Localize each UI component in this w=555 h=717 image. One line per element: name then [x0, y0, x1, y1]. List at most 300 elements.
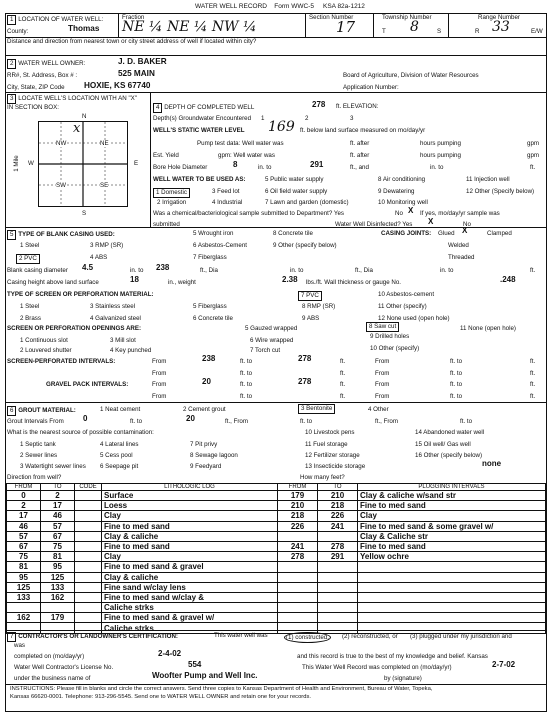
- log-cell: 81: [7, 562, 41, 572]
- use-11: 11 Injection well: [466, 176, 510, 183]
- yield-label: Est. Yield: [153, 152, 179, 159]
- use-10: 10 Monitoring well: [378, 199, 428, 206]
- chem-submitted: submitted: [153, 221, 180, 228]
- bore-to: in. to: [258, 164, 272, 171]
- opening-8-saw-cut[interactable]: 8 Saw cut: [366, 322, 399, 332]
- how-many-feet-label: How many feet?: [300, 474, 345, 481]
- log-cell: Fine to med sand: [358, 541, 546, 551]
- pump-test-label: Pump test data: Well water was: [197, 140, 284, 147]
- log-cell: Caliche strks: [102, 623, 278, 633]
- log-cell: Yellow ochre: [358, 552, 546, 562]
- perf-to-label: ft. to: [240, 358, 253, 365]
- joints-label: CASING JOINTS:: [381, 230, 432, 237]
- township-value: 8: [410, 19, 419, 35]
- gravel-from-4: From: [375, 393, 390, 400]
- perf-from-3: From: [152, 370, 167, 377]
- grout-ftto-2: ft. to: [460, 418, 473, 425]
- opening-9: 9 Drilled holes: [370, 333, 410, 340]
- diameter-value: 4.5: [82, 263, 94, 272]
- pump-gpm: gpm: [527, 140, 540, 147]
- casing-7: 7 Fiberglass: [193, 254, 227, 261]
- log-row: [7, 531, 546, 541]
- log-cell: Clay: [358, 511, 546, 521]
- range-label: Range Number: [478, 14, 520, 21]
- compass-n: N: [82, 113, 87, 120]
- groundwater-1: 1: [261, 115, 265, 122]
- log-cell: 291: [318, 552, 358, 562]
- compass-s: S: [82, 210, 87, 217]
- grout-to-label: ft. to: [130, 418, 143, 425]
- log-cell: Fine to med sand & gravel: [102, 562, 278, 572]
- log-cell: 17: [41, 501, 75, 511]
- bore-to-value: 291: [310, 160, 324, 169]
- log-cell: Fine to med sand w/clay &: [102, 592, 278, 602]
- log-cell: Clay & caliche w/sand str: [358, 491, 546, 501]
- elevation-label: ft. ELEVATION:: [336, 103, 379, 110]
- casing-2-pvc[interactable]: 2 PVC: [16, 254, 40, 264]
- wall-value: .248: [500, 275, 516, 284]
- county-value: Thomas: [68, 24, 100, 33]
- opening-7: 7 Torch cut: [250, 347, 281, 354]
- log-row: [7, 552, 546, 562]
- opening-5: 5 Gauzed wrapped: [245, 325, 298, 332]
- use-4: 4 Industrial: [212, 199, 243, 206]
- log-cell: Fine to med sand: [358, 501, 546, 511]
- diameter-dia-2: ft., Dia: [355, 267, 373, 274]
- screen-9: 9 ABS: [302, 315, 320, 322]
- log-row: [7, 582, 546, 592]
- screen-5: 5 Fiberglass: [193, 303, 227, 310]
- log-cell: [358, 572, 546, 582]
- gravel-from-value: 20: [202, 377, 211, 386]
- grout-label: 6 GROUT MATERIAL:: [7, 406, 76, 416]
- log-cell: 133: [41, 582, 75, 592]
- glued-mark: X: [462, 226, 468, 235]
- diameter-in-to-2: in. to: [440, 267, 454, 274]
- log-cell: [318, 531, 358, 541]
- grout-intervals-label: Grout Intervals From: [7, 418, 64, 425]
- log-cell: Caliche strks: [102, 603, 278, 613]
- gravel-from-label: From: [152, 381, 167, 388]
- perf-from-2: From: [375, 358, 390, 365]
- quadrant-ne: NE: [100, 140, 109, 147]
- contam-8: 8 Sewage lagoon: [190, 452, 238, 459]
- log-cell: 46: [7, 521, 41, 531]
- record-completed-label: This Water Well Record was completed on (mo/day/yr): [302, 664, 452, 671]
- log-cell: Fine to med sand & gravel w/: [102, 613, 278, 623]
- grout-1: 1 Neat cement: [100, 406, 141, 413]
- contamination-value: none: [482, 459, 502, 468]
- log-cell: 57: [41, 521, 75, 531]
- cert-text: This water well was: [214, 632, 268, 639]
- section-1-label: 1 LOCATION OF WATER WELL:: [7, 15, 103, 25]
- log-cell: [75, 541, 102, 551]
- log-cell: [75, 603, 102, 613]
- grout-from-2: ft., From: [225, 418, 249, 425]
- contamination-label: What is the nearest source of possible contamination:: [7, 429, 154, 436]
- weight-label: in., weight: [168, 279, 196, 286]
- quadrant-sw: SW: [56, 182, 66, 189]
- log-cell: Fine to med sand: [102, 521, 278, 531]
- log-cell: Loess: [102, 501, 278, 511]
- form-title: WATER WELL RECORD Form WWC-5 KSA 82a-1212: [195, 3, 365, 10]
- log-cell: 218: [278, 511, 318, 521]
- log-row: [7, 592, 546, 602]
- disinfected-no: No: [463, 221, 471, 228]
- log-cell: [318, 572, 358, 582]
- screen-11: 11 Other (specify): [378, 303, 427, 310]
- height-label: Casing height above land surface: [7, 279, 99, 286]
- contam-13: 13 Insecticide storage: [305, 463, 366, 470]
- cert-option-plugged: (3) plugged under my jurisdiction and: [410, 633, 512, 640]
- perf-ft-1: ft.: [340, 358, 346, 365]
- owner-label: 2 WATER WELL OWNER:: [7, 59, 85, 69]
- screen-12: 12 None used (open hole): [378, 315, 450, 322]
- log-cell: 241: [318, 521, 358, 531]
- perf-intervals-label: SCREEN-PERFORATED INTERVALS:: [7, 358, 116, 365]
- bore-and: ft., and: [350, 164, 369, 171]
- log-cell: [318, 592, 358, 602]
- township-t: T: [382, 28, 386, 35]
- log-cell: Surface: [102, 491, 278, 501]
- opening-10: 10 Other (specify): [370, 345, 420, 352]
- casing-8: 8 Concrete tile: [273, 230, 313, 237]
- quadrant-se: SE: [100, 182, 109, 189]
- address-label: RR#, St. Address, Box # :: [7, 72, 78, 79]
- contam-10: 10 Livestock pens: [305, 429, 355, 436]
- openings-label: SCREEN OR PERFORATION OPENINGS ARE:: [7, 325, 142, 332]
- perf-ft-4: ft.: [530, 370, 536, 377]
- log-cell: [75, 511, 102, 521]
- disinfected-mark: X: [428, 217, 434, 226]
- log-cell: [318, 582, 358, 592]
- grout-3-bentonite[interactable]: 3 Bentonite: [298, 404, 335, 414]
- completed-value: 2-4-02: [158, 649, 182, 658]
- log-cell: Fine to med sand: [102, 541, 278, 551]
- bore-ft: ft.: [530, 164, 536, 171]
- fraction-label: Fraction: [122, 14, 145, 21]
- gravel-ft-3: ft.: [340, 393, 346, 400]
- use-1-domestic[interactable]: 1 Domestic: [153, 188, 190, 198]
- screen-4: 4 Galvanized steel: [90, 315, 141, 322]
- distance-label: Distance and direction from nearest town or city street address of well if located within city?: [7, 38, 257, 45]
- log-cell: 241: [278, 541, 318, 551]
- grout-ftto-1: ft. to: [300, 418, 313, 425]
- record-completed-value: 2-7-02: [492, 660, 516, 669]
- joints-welded: Welded: [448, 242, 469, 249]
- screen-8: 8 RMP (SR): [302, 303, 336, 310]
- perf-to-2: ft. to: [450, 358, 463, 365]
- log-cell: 95: [7, 572, 41, 582]
- opening-6: 6 Wire wrapped: [250, 337, 294, 344]
- perf-to-value: 278: [298, 354, 312, 363]
- depth-value: 278: [312, 100, 326, 109]
- use-12: 12 Other (Specify below): [466, 188, 535, 195]
- business-value: Woofter Pump and Well Inc.: [152, 671, 258, 680]
- screen-7-pvc[interactable]: 7 PVC: [298, 291, 322, 301]
- groundwater-label: Depth(s) Groundwater Encountered: [153, 115, 252, 122]
- opening-3: 3 Mill slot: [110, 337, 136, 344]
- casing-9: 9 Other (specify below): [273, 242, 337, 249]
- cert-option-constructed[interactable]: (1) constructed,: [286, 634, 329, 641]
- contam-5: 5 Cess pool: [100, 452, 133, 459]
- log-row: [7, 501, 546, 511]
- log-cell: [318, 613, 358, 623]
- log-cell: 0: [7, 491, 41, 501]
- log-cell: 162: [7, 613, 41, 623]
- yield-gpm: gpm: [527, 152, 540, 159]
- bore-value: 8: [233, 160, 238, 169]
- signature-label: by (signature): [384, 675, 422, 682]
- use-3: 3 Feed lot: [212, 188, 240, 195]
- gravel-to-3: ft. to: [240, 393, 253, 400]
- log-row: [7, 521, 546, 531]
- contam-3: 3 Watertight sewer lines: [20, 463, 86, 470]
- log-header-cell: LITHOLOGIC LOG: [102, 484, 278, 491]
- log-cell: [358, 603, 546, 613]
- gravel-ft-4: ft.: [530, 393, 536, 400]
- screen-3: 3 Stainless steel: [90, 303, 136, 310]
- log-cell: [7, 603, 41, 613]
- chem-no: No: [395, 210, 403, 217]
- static-level-value: 169: [268, 119, 295, 135]
- range-ew: E/W: [531, 28, 543, 35]
- application-number-label: Application Number:: [343, 84, 399, 91]
- log-cell: [358, 592, 546, 602]
- log-cell: [278, 531, 318, 541]
- township-s: S: [437, 28, 442, 35]
- yield-hours: hours pumping: [420, 152, 461, 159]
- grout-from-3: ft., From: [375, 418, 399, 425]
- license-label: Water Well Contractor's License No.: [14, 664, 114, 671]
- log-cell: 218: [318, 501, 358, 511]
- wall-label: lbs./ft. Wall thickness or gauge No.: [306, 279, 402, 286]
- chem-no-mark: X: [408, 206, 414, 215]
- use-5: 5 Public water supply: [265, 176, 324, 183]
- log-row: [7, 511, 546, 521]
- static-level-rest: ft. below land surface measured on mo/day/yr: [300, 127, 426, 134]
- owner-name: J. D. BAKER: [118, 57, 167, 66]
- casing-label: 5 TYPE OF BLANK CASING USED:: [7, 230, 115, 240]
- use-8: 8 Air conditioning: [378, 176, 426, 183]
- log-cell: 75: [41, 541, 75, 551]
- contam-2: 2 Sewer lines: [20, 452, 58, 459]
- perf-from-label: From: [152, 358, 167, 365]
- log-cell: 226: [278, 521, 318, 531]
- perf-ft-2: ft.: [530, 358, 536, 365]
- log-row: [7, 562, 546, 572]
- bore-label: Bore Hole Diameter: [153, 164, 208, 171]
- log-cell: [75, 501, 102, 511]
- diameter-dia: ft., Dia: [200, 267, 218, 274]
- log-cell: 278: [318, 541, 358, 551]
- log-cell: [278, 582, 318, 592]
- log-cell: [318, 603, 358, 613]
- log-cell: 57: [7, 531, 41, 541]
- diameter-label: Blank casing diameter: [7, 267, 68, 274]
- casing-4: 4 ABS: [90, 254, 108, 261]
- gravel-from-3: From: [152, 393, 167, 400]
- log-cell: [75, 592, 102, 602]
- log-cell: 75: [7, 552, 41, 562]
- license-value: 554: [188, 660, 202, 669]
- pump-hours: hours pumping: [420, 140, 461, 147]
- screen-1: 1 Steel: [20, 303, 40, 310]
- log-cell: [278, 592, 318, 602]
- log-header-cell: CODE: [75, 484, 102, 491]
- log-cell: 162: [41, 592, 75, 602]
- log-header-cell: TO: [318, 484, 358, 491]
- grout-from-value: 0: [83, 414, 88, 423]
- compass-w: W: [28, 160, 34, 167]
- joints-threaded: Threaded: [448, 254, 475, 261]
- contam-6: 6 Seepage pit: [100, 463, 139, 470]
- true-statement: and this record is true to the best of my knowledge and belief. Kansas: [297, 653, 488, 660]
- instructions-line-1: INSTRUCTIONS: Please fill in blanks and circle the correct answers. Send three copies to Kansas Department of Health and Environment, Bureau of Water, Topeka,: [10, 686, 433, 692]
- log-header-row: [7, 484, 546, 491]
- log-cell: [278, 562, 318, 572]
- log-cell: 179: [41, 613, 75, 623]
- township-label: Township Number: [382, 14, 432, 21]
- casing-1: 1 Steel: [20, 242, 40, 249]
- section-grid[interactable]: [38, 121, 128, 207]
- diameter-in-to: in. to: [290, 267, 304, 274]
- log-cell: 67: [7, 541, 41, 551]
- contam-15: 15 Oil well/ Gas well: [415, 441, 471, 448]
- log-cell: Clay: [102, 552, 278, 562]
- diameter-to: in. to: [130, 267, 144, 274]
- contam-11: 11 Fuel storage: [305, 441, 348, 448]
- county-label: County:: [7, 28, 29, 35]
- grout-2: 2 Cement grout: [183, 406, 226, 413]
- log-cell: 67: [41, 531, 75, 541]
- casing-3: 3 RMP (SR): [90, 242, 124, 249]
- city-label: City, State, ZIP Code: [7, 84, 65, 91]
- log-cell: Clay & caliche: [102, 531, 278, 541]
- perf-from-4: From: [375, 370, 390, 377]
- log-cell: 125: [7, 582, 41, 592]
- log-cell: [358, 562, 546, 572]
- log-cell: 17: [7, 511, 41, 521]
- screen-label: TYPE OF SCREEN OR PERFORATION MATERIAL:: [7, 291, 154, 298]
- gravel-to-2: ft. to: [450, 381, 463, 388]
- log-cell: [75, 582, 102, 592]
- perf-from-value: 238: [202, 354, 216, 363]
- log-header-cell: FROM: [7, 484, 41, 491]
- use-2: 2 Irrigation: [157, 199, 187, 206]
- log-cell: 179: [278, 491, 318, 501]
- section-number-value: 17: [336, 18, 356, 36]
- contam-12: 12 Fertilizer storage: [305, 452, 360, 459]
- water-use-label: WELL WATER TO BE USED AS:: [153, 176, 246, 183]
- log-cell: Clay & caliche: [102, 572, 278, 582]
- log-cell: 81: [41, 552, 75, 562]
- log-cell: 278: [278, 552, 318, 562]
- diameter-to-value: 238: [156, 263, 170, 272]
- range-value: 33: [492, 19, 510, 35]
- log-cell: Fine to med sand & some gravel w/: [358, 521, 546, 531]
- gravel-to-label: ft. to: [240, 381, 253, 388]
- joints-clamped: Clamped: [487, 230, 512, 237]
- log-cell: Clay: [102, 511, 278, 521]
- gravel-to-value: 278: [298, 377, 312, 386]
- chem-if-yes: If yes, mo/day/yr sample was: [420, 210, 500, 217]
- groundwater-2: 2: [305, 115, 309, 122]
- location-mark: x: [73, 121, 81, 136]
- joints-glued: Glued: [438, 230, 455, 237]
- log-cell: [75, 562, 102, 572]
- log-cell: [358, 623, 546, 633]
- groundwater-3: 3: [350, 115, 354, 122]
- log-cell: Fine sand w/clay lens: [102, 582, 278, 592]
- screen-6: 6 Concrete tile: [193, 315, 233, 322]
- perf-to-4: ft. to: [450, 370, 463, 377]
- range-r: R: [475, 28, 480, 35]
- contam-1: 1 Septic tank: [20, 441, 56, 448]
- log-header-cell: TO: [41, 484, 75, 491]
- log-cell: [75, 572, 102, 582]
- log-cell: 210: [318, 491, 358, 501]
- yield-after: ft. after: [350, 152, 370, 159]
- use-7: 7 Lawn and garden (domestic): [265, 199, 349, 206]
- log-cell: 125: [41, 572, 75, 582]
- contam-4: 4 Lateral lines: [100, 441, 139, 448]
- opening-11: 11 None (open hole): [460, 325, 516, 332]
- gravel-from-2: From: [375, 381, 390, 388]
- fraction-value: NE ¼ NE ¼ NW ¼: [122, 19, 257, 35]
- quadrant-nw: NW: [56, 140, 67, 147]
- casing-6: 6 Asbestos-Cement: [193, 242, 247, 249]
- gravel-ft-1: ft.: [340, 381, 346, 388]
- disinfected-label: Water Well Disinfected? Yes: [335, 221, 413, 228]
- log-cell: 210: [278, 501, 318, 511]
- height-value: 18: [130, 275, 139, 284]
- log-row: [7, 541, 546, 551]
- log-cell: [358, 582, 546, 592]
- chem-sample-question: Was a chemical/bacteriological sample submitted to Department? Yes: [153, 210, 344, 217]
- instructions-line-2: Kansas 66620-0001. Telephone: 913-296-5545. Send one to WATER WELL OWNER and retain one for your records.: [10, 694, 311, 700]
- opening-4: 4 Key punched: [110, 347, 152, 354]
- lithologic-log-table: [6, 483, 546, 634]
- grout-to-value: 20: [186, 414, 195, 423]
- cert-option-reconstructed: (2) reconstructed, or: [342, 633, 398, 640]
- log-row: [7, 491, 546, 501]
- log-cell: 2: [41, 491, 75, 501]
- log-cell: [75, 531, 102, 541]
- pump-after: ft. after: [350, 140, 370, 147]
- gravel-to-4: ft. to: [450, 393, 463, 400]
- certification-label: 7 CONTRACTOR'S OR LANDOWNER'S CERTIFICATION:: [7, 632, 178, 642]
- log-cell: 46: [41, 511, 75, 521]
- business-label: under the business name of: [14, 675, 91, 682]
- mile-label: 1 Mile: [12, 155, 20, 172]
- screen-2: 2 Brass: [20, 315, 41, 322]
- yield-rest: gpm: Well water was: [218, 152, 275, 159]
- weight-value: 2.38: [282, 275, 298, 284]
- log-cell: [278, 613, 318, 623]
- section-number-label: Section Number: [309, 14, 354, 21]
- section-3-label: 3 LOCATE WELL'S LOCATION WITH AN "X" IN SECTION BOX:: [7, 95, 137, 111]
- grout-4: 4 Other: [368, 406, 389, 413]
- contam-16: 16 Other (specify below): [415, 452, 483, 459]
- log-cell: [75, 613, 102, 623]
- casing-5: 5 Wrought iron: [193, 230, 234, 237]
- log-cell: 226: [318, 511, 358, 521]
- log-cell: 133: [7, 592, 41, 602]
- perf-to-3: ft. to: [240, 370, 253, 377]
- log-header-cell: PLUGGING INTERVALS: [358, 484, 546, 491]
- owner-city: HOXIE, KS 67740: [84, 81, 151, 90]
